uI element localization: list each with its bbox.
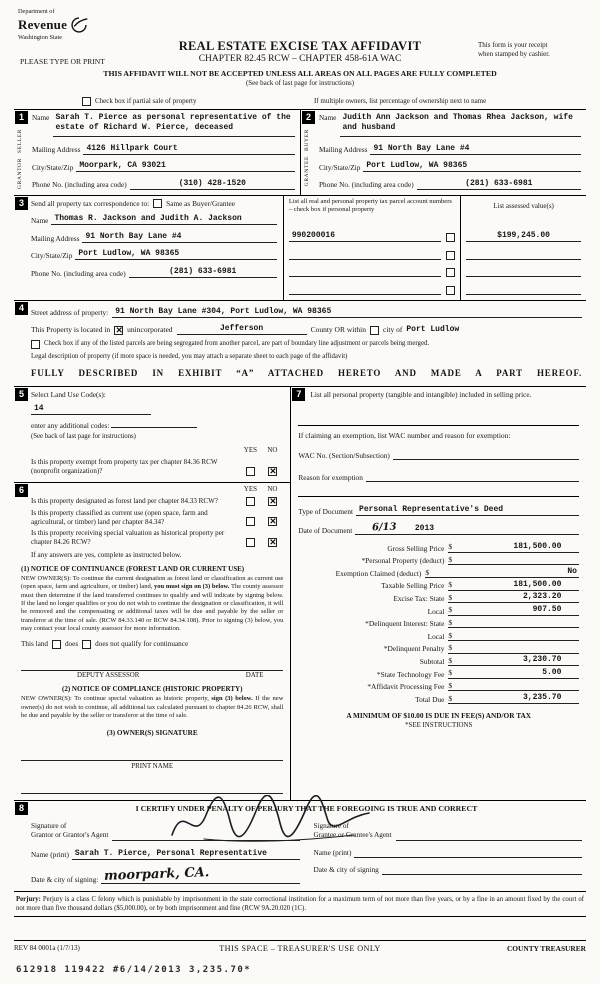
form-footer <box>14 940 586 954</box>
divider <box>298 496 579 497</box>
fee-row-exemption-claimed: Exemption Claimed (deduct) $ No <box>335 567 577 578</box>
parcel-personal-checkbox-2 <box>446 251 455 260</box>
section-6-badge: 6 <box>15 484 28 497</box>
does-qualify-checkbox <box>52 640 61 649</box>
seller-phone-label: Phone No. (including area code) <box>32 180 127 190</box>
section-3-badge: 3 <box>15 197 28 210</box>
minimum-due-note: A MINIMUM OF $10.00 IS DUE IN FEE(S) AND/OR TAX <box>346 710 532 720</box>
grantor-date-city-label: Date & city of signing: <box>31 874 99 884</box>
parcel-number-value: 990200016 <box>291 231 336 240</box>
city-checkbox <box>370 326 379 335</box>
fees-table <box>298 540 579 704</box>
section-2-buyer <box>300 110 586 195</box>
grantor-name-print-value: Sarah T. Pierce, Personal Representative <box>74 848 267 858</box>
owners-signature-label: (3) OWNER(S) SIGNATURE <box>106 729 198 738</box>
forest-no-checkbox <box>268 497 277 506</box>
section-5-land-use <box>14 387 290 482</box>
parcel-personal-checkbox-1 <box>446 233 455 242</box>
wac-number-label: WAC No. (Section/Subsection) <box>298 450 390 460</box>
current-use-no-checkbox <box>268 517 277 526</box>
does-not-qualify-checkbox <box>82 640 91 649</box>
grantee-signing-block <box>314 822 583 884</box>
fee-row-delinquent-penalty: *Delinquent Penalty $ <box>298 641 579 654</box>
seller-csz-value: Moorpark, CA 93021 <box>79 161 166 170</box>
continuance-qualify-row: This land does does not qualify for continuance <box>21 639 189 648</box>
current-use-yes-checkbox <box>246 517 255 526</box>
segregated-checkbox <box>31 340 40 349</box>
grantee-name-print-label: Name (print) <box>313 848 352 858</box>
section-2-badge: 2 <box>302 111 315 124</box>
city-of-label: city of <box>383 325 403 335</box>
parcel-personal-checkbox-3 <box>446 268 455 277</box>
grantor-date-city-value: moorpark, CA. <box>104 864 210 884</box>
perjury-text: Perjury is a class C felony which is punishable by imprisonment in the state correctional institution for a maximum term of not more than five years, or by a fine in an amount fixed by the court of not more than five thousand dollars ($5,000.00), or by both imprisonment and fine (RCW 9A.20.020 (1C). <box>16 895 584 912</box>
parcel-numbers-column <box>283 196 460 300</box>
dor-logo-dept: Department of <box>18 8 55 15</box>
if-yes-note: If any answers are yes, complete as instructed below. <box>31 551 182 560</box>
city-value: Port Ludlow <box>406 324 460 334</box>
exemption-reason-blank <box>366 472 579 482</box>
correspondence-mailing-label: Mailing Address <box>31 233 80 243</box>
grantor-name-print-label: Name (print) <box>31 850 69 860</box>
cashier-stamp: 612918 119422 #6/14/2013 3,235.70* <box>16 964 252 975</box>
assessed-value-blank <box>466 267 581 277</box>
perjury-notice <box>14 891 586 917</box>
forest-yes-checkbox <box>246 497 255 506</box>
seller-mailing-label: Mailing Address <box>32 145 81 155</box>
historic-yes-checkbox <box>246 538 255 547</box>
buyer-phone-value: (281) 633-6981 <box>465 178 533 188</box>
correspondence-phone-value: (281) 633-6981 <box>169 266 237 276</box>
certify-statement: I CERTIFY UNDER PENALTY OF PERJURY THAT THE FOREGOING IS TRUE AND CORRECT <box>135 804 478 814</box>
form-header <box>14 8 586 96</box>
current-use-question: Is this property classified as current use (open space, farm and agricultural, or timber) land per chapter 84.34? <box>31 508 208 526</box>
personal-property-label: List all personal property (tangible and intangible) included in selling price. <box>310 390 532 400</box>
buyer-name-label: Name <box>319 113 337 122</box>
parcel-personal-checkbox-4 <box>446 286 455 295</box>
segregated-label: Check box if any of the listed parcels are being segregated from another parcel, are part of boundary line adjustment or parcels being merged. <box>44 340 430 348</box>
please-type-or-print-note: PLEASE TYPE OR PRINT <box>20 57 105 66</box>
see-back-note-5: (See back of last page for instructions) <box>31 432 136 440</box>
correspondence-name-label: Name <box>31 216 49 225</box>
unincorporated-checkbox <box>114 326 123 335</box>
middle-columns <box>14 387 586 800</box>
grantor-signature-line <box>112 831 299 841</box>
assessed-values-column <box>460 196 586 300</box>
seller-csz-label: City/State/Zip <box>32 162 74 172</box>
buyer-csz-label: City/State/Zip <box>319 162 361 172</box>
seller-mailing-value: 4126 Hillpark Court <box>86 143 178 153</box>
treasurer-use-only-label: THIS SPACE – TREASURER'S USE ONLY <box>219 943 381 953</box>
date-of-document-handwritten: 6/13 <box>372 521 398 534</box>
fee-row-delinquent-interest-state: *Delinquent Interest: State $ <box>298 616 579 629</box>
partial-sale-row <box>14 96 586 109</box>
fee-row-taxable: Taxable Selling Price $ 181,500.00 <box>298 578 579 591</box>
assessed-value-blank <box>466 250 581 260</box>
correspondence-csz-value: Port Ludlow, WA 98365 <box>78 249 180 259</box>
perjury-label: Perjury: <box>16 895 41 903</box>
correspondence-mailing-value: 91 North Bay Lane #4 <box>85 231 182 241</box>
dor-logo-state: Washington State <box>18 33 63 41</box>
correspondence-phone-label: Phone No. (including area code) <box>31 268 126 278</box>
fee-row-excise-local: Local $ 907.50 <box>298 603 579 616</box>
buyer-mailing-label: Mailing Address <box>319 145 368 155</box>
land-use-code-value: 14 <box>34 403 44 413</box>
receipt-note <box>478 41 586 59</box>
exemption-blank-area <box>298 482 579 496</box>
section-8-badge: 8 <box>15 802 28 815</box>
fee-row-processing-fee: *Affidavit Processing Fee $ <box>298 679 579 692</box>
section-6-designations <box>14 482 290 800</box>
partial-sale-label: Check box if partial sale of property <box>95 97 197 106</box>
exempt-no-checkbox <box>268 467 277 476</box>
seller-phone-value: (310) 428-1520 <box>178 178 246 188</box>
type-of-document-label: Type of Document <box>298 506 354 516</box>
seller-grantor-side-label: SELLER GRANTOR <box>17 129 23 190</box>
fee-row-gross: Gross Selling Price $ 181,500.00 <box>298 540 579 553</box>
acceptance-warning: THIS AFFIDAVIT WILL NOT BE ACCEPTED UNLESS ALL AREAS ON ALL PAGES ARE FULLY COMPLETED <box>103 69 497 78</box>
fee-row-technology-fee: *State Technology Fee $ 5.00 <box>298 666 579 679</box>
section-1-seller <box>14 110 300 195</box>
forest-land-question: Is this property designated as forest land per chapter 84.33 RCW? <box>31 496 218 505</box>
seller-name-value: Sarah T. Pierce as personal representative of the estate of Richard W. Pierce, deceased <box>53 113 295 137</box>
form-chapter-line: CHAPTER 82.45 RCW – CHAPTER 458-61A WAC <box>198 54 402 64</box>
fee-row-personal-property: *Personal Property (deduct) $ <box>298 553 579 566</box>
parcel-number-blank <box>289 267 441 277</box>
print-name-line <box>21 781 283 794</box>
additional-codes-blank <box>111 419 197 428</box>
fee-row-excise-state: Excise Tax: State $ 2,323.20 <box>298 591 579 604</box>
seller-name-label: Name <box>32 113 50 122</box>
form-title: REAL ESTATE EXCISE TAX AFFIDAVIT <box>178 39 422 53</box>
grantee-signature-label: Signature of Grantee or Grantee's Agent <box>313 821 392 840</box>
deputy-assessor-label: DEPUTY ASSESSOR <box>77 671 140 679</box>
correspondence-csz-label: City/State/Zip <box>31 251 73 260</box>
section-8-certification <box>14 800 586 891</box>
located-in-prefix: This Property is located in <box>31 325 111 335</box>
grantor-signature-label: Signature of Grantor or Grantor's Agent <box>31 821 109 840</box>
section-5-badge: 5 <box>15 388 28 401</box>
land-use-label: Select Land Use Code(s): <box>31 390 106 400</box>
dor-logo <box>18 8 88 42</box>
no-column-header: NO <box>267 446 278 455</box>
parcel-number-blank <box>289 285 441 295</box>
send-correspondence-label: Send all property tax correspondence to: <box>31 198 150 208</box>
print-name-label: PRINT NAME <box>131 763 174 771</box>
county-or-within-label: County OR within <box>310 325 366 335</box>
section-7-sale <box>291 387 586 800</box>
county-treasurer-label: COUNTY TREASURER <box>506 943 586 953</box>
parties-row <box>14 109 586 196</box>
unincorporated-label: unincorporated <box>127 325 173 335</box>
date-of-document-year: 2013 <box>414 524 435 534</box>
notice-compliance-body: NEW OWNER(S): To continue special valuation as historic property, sign (3) below. If the new owner(s) do not wish to continue, all additional tax calculated pursuant to chapter 84.26 RCW, shall be due and payable by the seller or transferor at the time of sale. <box>21 695 284 720</box>
section-4-badge: 4 <box>15 302 28 315</box>
parcel-numbers-header: List all real and personal property tax parcel account numbers – check box if personal property <box>288 197 452 213</box>
notice-continuance-title: (1) NOTICE OF CONTINUANCE (FOREST LAND OR CURRENT USE) <box>21 564 245 573</box>
deputy-assessor-signature-line <box>21 658 283 671</box>
exempt-yes-checkbox <box>246 467 255 476</box>
section-4-property <box>14 301 586 388</box>
divider <box>298 425 579 426</box>
buyer-phone-label: Phone No. (including area code) <box>319 180 414 190</box>
same-as-buyer-checkbox <box>153 199 162 208</box>
historic-question: Is this property receiving special valuation as historical property per chapter 84.26 RCW? <box>31 529 225 547</box>
exempt-question: Is this property exempt from property tax per chapter 84.36 RCW (nonprofit organization)? <box>31 458 218 476</box>
fee-row-delinquent-interest-local: Local $ <box>298 628 579 641</box>
section-7-badge: 7 <box>292 388 305 401</box>
receipt-note-line1: This form is your receipt <box>478 41 548 49</box>
yes-column-header: YES <box>243 446 258 455</box>
assessed-values-header: List assessed value(s) <box>493 201 554 210</box>
notice-continuance-body: NEW OWNER(S): To continue the current designation as forest land or classification as current use (open space, farm and agriculture, or timber) land, you must sign on (3) below. The county assessor must then determine if the land transferred continues to qualify and will indicate by signing below. If the land no longer qualifies or you do not wish to continue the designation or classification, it will be removed and the compensating or additional taxes will be due and payable by the seller or transferor at the time of sale. (RCW 84.33.140 or RCW 84.34.108). Prior to signing (3) below, you may contact your local county assessor for more information. <box>21 574 284 633</box>
notice-compliance-title: (2) NOTICE OF COMPLIANCE (HISTORIC PROPERTY) <box>62 685 243 694</box>
street-address-label: Street address of property: <box>31 308 109 318</box>
historic-no-checkbox <box>268 538 277 547</box>
date-of-document-label: Date of Document <box>298 526 353 536</box>
grantee-signature-line <box>396 831 582 841</box>
yes-column-header-6: YES <box>243 484 258 493</box>
additional-codes-label: enter any additional codes: <box>31 420 110 430</box>
street-address-value: 91 North Bay Lane #304, Port Ludlow, WA 98365 <box>115 306 332 316</box>
county-value: Jefferson <box>219 323 264 333</box>
personal-property-blank-area <box>298 399 579 425</box>
receipt-note-line2: when stamped by cashier. <box>478 50 550 59</box>
grantee-date-city-blank <box>382 865 582 875</box>
legal-description-label: Legal description of property (if more space is needed, you may attach a separate sheet to each page of the affidavit) <box>31 352 348 360</box>
section-3-correspondence <box>14 196 586 301</box>
parcel-number-blank <box>289 250 441 260</box>
section-1-badge: 1 <box>15 111 28 124</box>
assessed-value: $199,245.00 <box>497 231 550 240</box>
dor-logo-name: Revenue <box>18 16 68 32</box>
correspondence-name-value: Thomas R. Jackson and Judith A. Jackson <box>54 214 242 224</box>
partial-sale-checkbox <box>82 97 91 106</box>
owners-signature-line <box>21 748 283 761</box>
buyer-grantee-side-label: BUYER GRANTEE <box>304 129 310 187</box>
see-back-note: (See back of last page for instructions) <box>245 79 355 87</box>
dor-swoosh-icon <box>70 16 88 34</box>
no-column-header-6: NO <box>267 484 278 493</box>
form-revision-number: REV 84 0001a (1/7/13) <box>14 943 80 952</box>
exemption-reason-label: Reason for exemption <box>298 472 363 482</box>
multiple-owners-note: If multiple owners, list percentage of ownership next to name <box>314 97 487 106</box>
buyer-csz-value: Port Ludlow, WA 98365 <box>366 161 468 170</box>
assessed-value-blank <box>466 285 581 295</box>
fee-row-subtotal: Subtotal $ 3,230.70 <box>298 654 579 667</box>
fee-row-total-due: Total Due $ 3,235.70 <box>298 691 579 704</box>
buyer-mailing-value: 91 North Bay Lane #4 <box>373 143 470 153</box>
grantor-signing-block <box>31 822 300 884</box>
buyer-name-value: Judith Ann Jackson and Thomas Rhea Jackson, wife and husband <box>340 113 581 137</box>
type-of-document-value: Personal Representative's Deed <box>359 504 504 514</box>
grantee-date-city-label: Date & city of signing <box>313 865 379 875</box>
same-as-buyer-label: Same as Buyer/Grantee <box>166 198 236 208</box>
wac-number-blank <box>393 450 579 460</box>
see-instructions-note: *SEE INSTRUCTIONS <box>405 722 473 730</box>
date-label: DATE <box>245 671 264 679</box>
exemption-note: If claiming an exemption, list WAC number and reason for exemption: <box>298 431 511 441</box>
legal-description-value: FULLY DESCRIBED IN EXHIBIT “A” ATTACHED HERETO AND MADE A PART HEREOF. <box>31 367 582 378</box>
